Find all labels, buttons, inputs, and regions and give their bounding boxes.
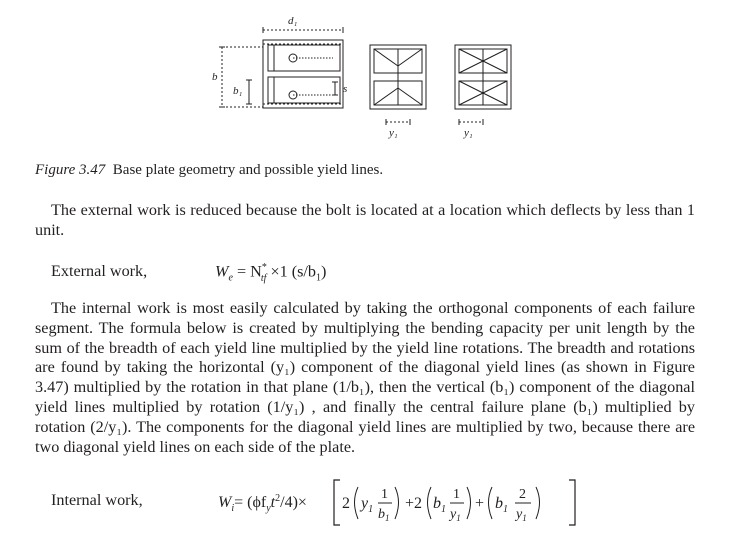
base-plate-figure xyxy=(0,0,747,150)
label-d1: d₁ xyxy=(288,15,298,27)
svg-text:b1: $b_1$ xyxy=(495,495,508,515)
caption-text: Base plate geometry and possible yield lines. xyxy=(112,162,384,178)
svg-text:2: 2 xyxy=(519,487,526,502)
svg-text:b1: $b_1$ xyxy=(433,495,446,515)
label-b1: b₁ xyxy=(233,85,243,97)
internal-work-equation xyxy=(218,475,578,530)
svg-text:y1: $y_1$ xyxy=(361,495,374,515)
internal-work-label: Internal work, xyxy=(51,491,143,509)
label-b: b xyxy=(212,71,218,83)
label-y1-right: y₁ xyxy=(464,127,473,139)
external-work-label: External work, xyxy=(51,262,148,280)
plate-outline xyxy=(263,40,343,108)
svg-text:1: 1 xyxy=(453,487,460,502)
svg-text:+: + xyxy=(475,495,485,512)
label-s: s xyxy=(343,83,348,95)
svg-text:+2: +2 xyxy=(405,495,423,512)
svg-text:y1: $y_1$ xyxy=(516,507,527,523)
column-flange-bottom xyxy=(268,77,340,103)
svg-text:2: 2 xyxy=(342,495,350,512)
external-work-equation: $W_e = N^*_{tf} \times 1$ $(s/b_1)$ xyxy=(215,262,327,284)
svg-text:Wi= (ϕfyt2/4)×: $W_i= (\phi f_yt^2/4)\times$ xyxy=(218,493,307,514)
svg-text:b1: $b_1$ xyxy=(378,507,390,523)
caption-number: Figure 3.47 xyxy=(35,162,106,178)
paragraph-1: The external work is reduced because the bolt is located at a location which deflects by less than 1 unit. xyxy=(35,201,695,239)
label-y1-left: y₁ xyxy=(389,127,398,139)
figure-caption xyxy=(35,162,383,179)
paragraph-2: The internal work is most easily calculated by taking the orthogonal components of each failure segment. The formula below is created by multiplying the bending capacity per unit length by the sum of the breadth of each yield line multiplied by the yield line rotations. The breadth and rotations are found by taking the horizontal (y₁) component of the diagonal yield lines (as shown in Figure 3.47) multiplied by the rotation in that plane (1/b₁), then the vertical (b₁) component of the diagonal yield lines multiplied by rotation (1/y₁) , and finally the central failure plane (b₁) multiplied by rotation (2/y₁). The components for the diagonal yield lines are multiplied by two, because there are two diagonal yield lines on each side of the plate. xyxy=(35,299,695,456)
svg-text:y1: $y_1$ xyxy=(450,507,461,523)
svg-text:1: 1 xyxy=(381,487,388,502)
